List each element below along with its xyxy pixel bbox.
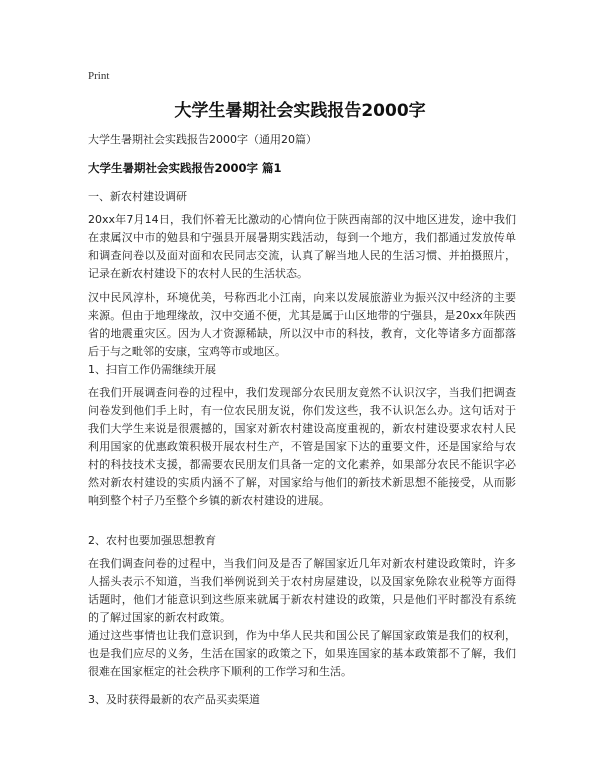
paragraph-2: 汉中民风淳朴，环境优美，号称西北小江南，向来以发展旅游业为振兴汉中经济的主要来源。但由于地理缘故，汉中交通不便，尤其是属于山区地带的宁强县，是20xx年陕西省的地震重灾区。因为人才资源稀缺，所以汉中市的科技，教育，文化等诸多方面都落后于与之毗邻的安康，宝鸡等市或地区。 [88, 291, 516, 358]
paragraph-4: 在我们调查问卷的过程中，当我们问及是否了解国家近几年对新农村建设政策时，许多人摇头表示不知道，当我们举例说到关于农村房屋建设，以及国家免除农业税等方面得话题时，他们才能意识到这些原来就属于新农村建设的政策，只是他们平时都没有系统的了解过国家的新农村政策。 [88, 557, 516, 624]
section-heading-rural-survey: 一、新农村建设调研 [88, 190, 187, 203]
section-heading-market-channels: 3、及时获得最新的农产品买卖渠道 [88, 693, 260, 706]
print-link[interactable]: Print [88, 70, 110, 82]
chapter-heading: 大学生暑期社会实践报告2000字 篇1 [88, 161, 282, 175]
page-title: 大学生暑期社会实践报告2000字 [174, 101, 426, 121]
section-heading-literacy: 1、扫盲工作仍需继续开展 [88, 363, 216, 376]
document-subtitle: 大学生暑期社会实践报告2000字（通用20篇） [88, 133, 317, 146]
paragraph-5: 通过这些事情也让我们意识到，作为中华人民共和国公民了解国家政策是我们的权利，也是我们应尽的义务，生活在国家的政策之下，如果连国家的基本政策都不了解，我们很难在国家框定的社会秩序下顺利的工作学习和生活。 [88, 629, 516, 678]
paragraph-1: 20xx年7月14日，我们怀着无比激动的心情向位于陕西南部的汉中地区进发，途中我们在隶属汉中市的勉县和宁强县开展暑期实践活动，每到一个地方，我们都通过发放传单和调查问卷以及面对面和农民同志交流，认真了解当地人民的生活习惯、并拍摄照片，记录在新农村建设下的农村人民的生活状态。 [88, 213, 516, 280]
paragraph-3: 在我们开展调查问卷的过程中，我们发现部分农民朋友竟然不认识汉字，当我们把调查问卷发到他们手上时，有一位农民朋友说，你们发这些，我不认识怎么办。这句话对于我们大学生来说是很震撼的，国家对新农村建设高度重视的，新农村建设要求农村人民利用国家的优惠政策积极开展农村生产，不管是国家下达的重要文件，还是国家给与农村的科技技术支援，都需要农民朋友们具备一定的文化素养，如果部分农民不能识字必然对新农村建设的实质内涵不了解，对国家给与他们的新技术新思想不能接受，从而影响到整个村子乃至整个乡镇的新农村建设的进展。 [88, 386, 516, 507]
section-heading-ideology: 2、农村也要加强思想教育 [88, 534, 216, 547]
